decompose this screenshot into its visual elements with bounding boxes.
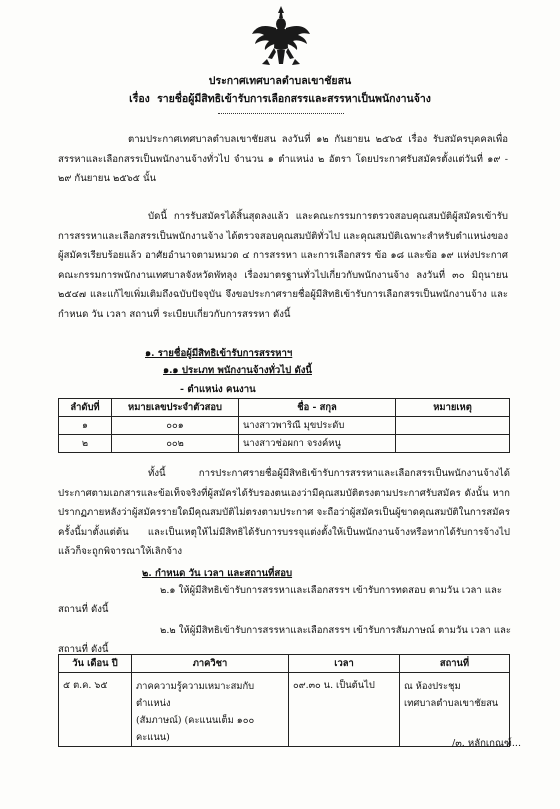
cell-name: นางสาวช่อผกา จรงค์หนู — [239, 435, 396, 453]
subject-line — [0, 90, 560, 107]
section2-heading: ๒. กำหนด วัน เวลา และสถานที่สอบ — [142, 568, 293, 579]
col-time: เวลา — [289, 655, 400, 673]
cell-no: ๑ — [59, 417, 112, 435]
title-divider — [218, 113, 344, 114]
candidate-table — [58, 398, 510, 453]
section2-1-line: ๒.๑ ให้ผู้มีสิทธิเข้ารับการสรรหาและเลือกสรรฯ เข้ารับการทดสอบ ตามวัน เวลา และ — [160, 585, 502, 596]
section2-2-line: ๒.๒ ให้ผู้มีสิทธิเข้ารับการสรรหาและเลือกสรรฯ เข้ารับการสัมภาษณ์ ตามวัน เวลา และ — [160, 625, 512, 636]
cell-exam-id: ๐๐๑ — [112, 417, 239, 435]
conditions-paragraph: ทั้งนี้ การประกาศรายชื่อผู้มีสิทธิเข้ารับการสรรหาและเลือกสรรเป็นพนักงานจ้างได้ประกาศตามเอกสารและข้อเท็จจริงที่ผู้สมัครได้รับรองตนเองว่ามีคุณสมบัติตรงตามประกาศรับสมัคร ดังนั้น หากปรากฏภายหลังว่าผู้สมัครรายใดมีคุณสมบัติไม่ตรงตามประกาศ จะถือว่าผู้สมัครเป็นผู้ขาดคุณสมบัติในการสมัครครั้งนี้มาตั้งแต่ต้น และเป็นเหตุให้ไม่มีสิทธิได้รับการบรรจุแต่งตั้งให้เป็นพนักงานจ้างหรือหากได้รับการจ้างไปแล้วก็จะถูกพิจารณาให้เลิกจ้าง — [58, 468, 510, 557]
section2-2-cont: สถานที่ ดังนี้ — [58, 644, 109, 655]
section1-sub: ๑.๑ ประเภท พนักงานจ้างทั่วไป ดังนี้ — [163, 365, 312, 376]
col-name: ชื่อ - สกุล — [239, 399, 396, 417]
col-date: วัน เดือน ปี — [59, 655, 132, 673]
place-line-1: ณ ห้องประชุม — [404, 681, 461, 692]
cell-name: นางสาวพาริณี มุขประดับ — [239, 417, 396, 435]
cell-date: ๕ ต.ค. ๖๕ — [59, 673, 132, 747]
cell-exam-id: ๐๐๒ — [112, 435, 239, 453]
subject-text: รายชื่อผู้มีสิทธิเข้ารับการเลือกสรรและสรรหาเป็นพนักงานจ้าง — [157, 93, 431, 105]
col-exam-id: หมายเลขประจำตัวสอบ — [112, 399, 239, 417]
cell-remark — [396, 435, 510, 453]
table-row — [59, 417, 510, 435]
continuation-note: /๓. หลักเกณฑ์... — [452, 738, 522, 749]
cell-no: ๒ — [59, 435, 112, 453]
intro-paragraph: ตามประกาศเทศบาลตำบลเขาชัยสน ลงวันที่ ๑๒ กันยายน ๒๕๖๕ เรื่อง รับสมัครบุคคลเพื่อสรรหาและเลือกสรรเป็นพนักงานจ้างทั่วไป จำนวน ๑ ตำแหน่ง ๒ อัตรา โดยประกาศรับสมัครตั้งแต่วันที่ ๑๙ - ๒๙ กันยายน ๒๕๖๕ นั้น — [58, 134, 508, 184]
col-subject: ภาควิชา — [132, 655, 289, 673]
garuda-emblem-icon — [250, 4, 312, 68]
position-label: - ตำแหน่ง คนงาน — [180, 384, 256, 395]
section2-1-cont: สถานที่ ดังนี้ — [58, 604, 109, 615]
col-no: ลำดับที่ — [59, 399, 112, 417]
body-paragraph: บัดนี้ การรับสมัครได้สิ้นสุดลงแล้ว และคณะกรรมการตรวจสอบคุณสมบัติผู้สมัครเข้ารับการสรรหาและเลือกสรรเป็นพนักงานจ้าง ได้ตรวจสอบคุณสมบัติทั่วไป และคุณสมบัติเฉพาะสำหรับตำแหน่งของผู้สมัครเรียบร้อยแล้ว อาศัยอำนาจตามหมวด ๔ การสรรหา และการเลือกสรร ข้อ ๑๘ และข้อ ๑๙ แห่งประกาศคณะกรรมการพนักงานเทศบาลจังหวัดพัทลุง เรื่องมาตรฐานทั่วไปเกี่ยวกับพนักงานจ้าง ลงวันที่ ๓๐ มิถุนายน ๒๕๔๗ และแก้ไขเพิ่มเติมถึงฉบับปัจจุบัน จึงขอประกาศรายชื่อผู้มีสิทธิเข้ารับการเลือกสรรเป็นพนักงานจ้าง และกำหนด วัน เวลา สถานที่ ระเบียบเกี่ยวกับการสรรหา ดังนี้ — [58, 211, 508, 320]
interview-table — [58, 654, 510, 747]
subject-line-1: ภาคความรู้ความเหมาะสมกับตำแหน่ง — [136, 681, 255, 709]
section1-heading: ๑. รายชื่อผู้มีสิทธิเข้ารับการสรรหาฯ — [145, 348, 293, 359]
subject-label: เรื่อง — [129, 93, 150, 105]
col-place: สถานที่ — [400, 655, 510, 673]
table-row — [59, 435, 510, 453]
col-remark: หมายเหตุ — [396, 399, 510, 417]
table-header-row — [59, 655, 510, 673]
place-line-2: เทศบาลตำบลเขาชัยสน — [404, 698, 499, 709]
table-header-row — [59, 399, 510, 417]
announcement-title: ประกาศเทศบาลตำบลเขาชัยสน — [208, 75, 352, 87]
cell-subject — [132, 673, 289, 747]
cell-time: ๐๙.๓๐ น. เป็นต้นไป — [289, 673, 400, 747]
subject-line-2: (สัมภาษณ์) (คะแนนเต็ม ๑๐๐ คะแนน) — [136, 715, 255, 743]
cell-remark — [396, 417, 510, 435]
table-row — [59, 673, 510, 747]
